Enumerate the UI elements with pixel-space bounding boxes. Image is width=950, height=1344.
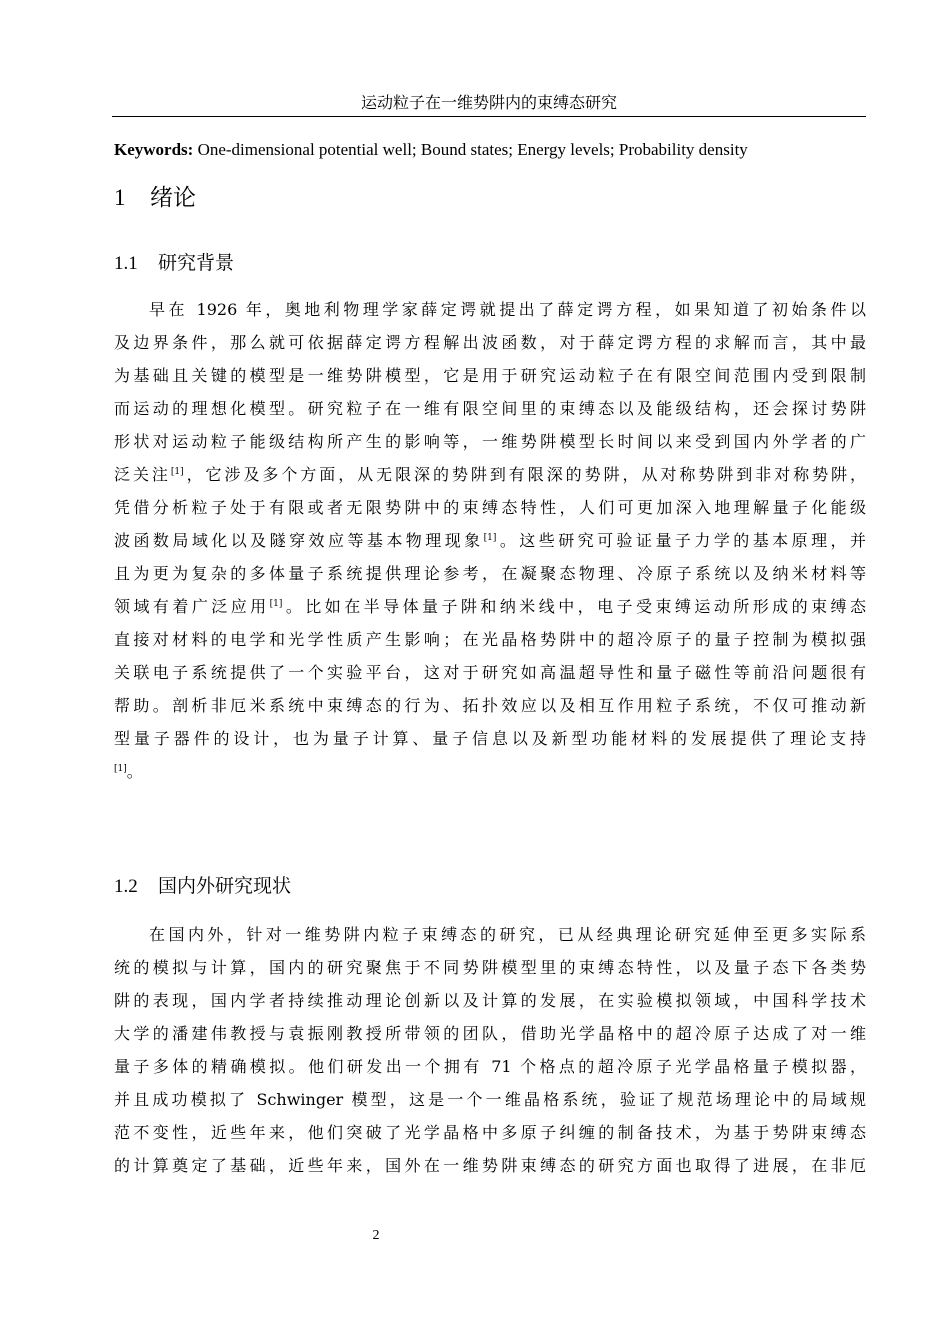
paragraph-line: 为基础且关键的模型是一维势阱模型，它是用于研究运动粒子在有限空间范围内受到限制 [114,366,866,385]
citation: [1] [269,599,283,609]
chapter-number: 1 [114,185,126,210]
citation: [1] [170,467,184,477]
section-number: 1.1 [114,253,138,274]
paragraph-line: 关联电子系统提供了一个实验平台，这对于研究如高温超导性和量子磁性等前沿问题很有 [114,663,866,682]
paragraph-line: 统的模拟与计算，国内的研究聚焦于不同势阱模型里的束缚态特性，以及量子态下各类势 [114,958,866,977]
paragraph-research-status [114,918,866,1182]
header-title: 运动粒子在一维势阱内的束缚态研究 [360,93,617,112]
paragraph-line: 的计算奠定了基础，近些年来，国外在一维势阱束缚态的研究方面也取得了进展，在非厄 [114,1156,866,1175]
chapter-heading [114,182,196,214]
citation: [1] [114,764,127,774]
paragraph-line: 且为更为复杂的多体量子系统提供理论参考，在凝聚态物理、冷原子系统以及纳米材料等 [114,564,866,583]
page-number: 2 [372,1228,380,1243]
paragraph-line: 量子多体的精确模拟。他们研发出一个拥有 71 个格点的超冷原子光学晶格量子模拟器， [114,1057,866,1076]
paragraph-line: 范不变性，近些年来，他们突破了光学晶格中多原子纠缠的制备技术，为基于势阱束缚态 [114,1123,866,1142]
paragraph-line: 早在 1926 年，奥地利物理学家薛定谔就提出了薛定谔方程，如果知道了初始条件以 [149,300,866,319]
chapter-title: 绪论 [150,185,196,211]
section-heading-1-2 [114,872,291,901]
section-number: 1.2 [114,876,138,897]
paragraph-line: 型量子器件的设计，也为量子计算、量子信息以及新型功能材料的发展提供了理论支持 [114,729,866,748]
paragraph-line: 帮助。剖析非厄米系统中束缚态的行为、拓扑效应以及相互作用粒子系统，不仅可推动新 [114,696,866,715]
paragraph-line: 波函数局域化以及隧穿效应等基本物理现象[1]。这些研究可验证量子力学的基本原理，并 [114,531,866,550]
section-title: 国内外研究现状 [158,875,292,897]
paragraph-line: 大学的潘建伟教授与袁振刚教授所带领的团队，借助光学晶格中的超冷原子达成了对一维 [114,1024,866,1043]
paragraph-line: 而运动的理想化模型。研究粒子在一维有限空间里的束缚态以及能级结构，还会探讨势阱 [114,399,866,418]
paragraph-line: 并且成功模拟了 Schwinger 模型，这是一个一维晶格系统，验证了规范场理论中的局域规 [114,1090,866,1109]
keywords-label: Keywords: [114,140,194,159]
keywords-text: One-dimensional potential well; Bound states; Energy levels; Probability density [193,140,748,159]
paragraph-line: 领域有着广泛应用[1]。比如在半导体量子阱和纳米线中，电子受束缚运动所形成的束缚态 [114,597,866,616]
paragraph-line: 凭借分析粒子处于有限或者无限势阱中的束缚态特性，人们可更加深入地理解量子化能级 [114,498,866,517]
paragraph-line: 在国内外，针对一维势阱内粒子束缚态的研究，已从经典理论研究延伸至更多实际系 [149,925,866,944]
paragraph-research-background [114,293,866,788]
paragraph-line: 直接对材料的电学和光学性质产生影响；在光晶格势阱中的超冷原子的量子控制为模拟强 [114,630,866,649]
paragraph-line: 阱的表现，国内学者持续推动理论创新以及计算的发展，在实验模拟领域，中国科学技术 [114,991,866,1010]
running-header [112,90,866,117]
paragraph-line: 泛关注[1]，它涉及多个方面，从无限深的势阱到有限深的势阱，从对称势阱到非对称势阱， [114,465,866,484]
citation: [1] [483,533,497,543]
paragraph-line: 形状对运动粒子能级结构所产生的影响等，一维势阱模型长时间以来受到国内外学者的广 [114,432,866,451]
paragraph-line: [1]。 [114,762,143,781]
paragraph-line: 及边界条件，那么就可依据薛定谔方程解出波函数，对于薛定谔方程的求解而言，其中最 [114,333,866,352]
section-title: 研究背景 [158,252,235,274]
keywords-line [114,138,866,162]
section-heading-1-1 [114,249,234,278]
